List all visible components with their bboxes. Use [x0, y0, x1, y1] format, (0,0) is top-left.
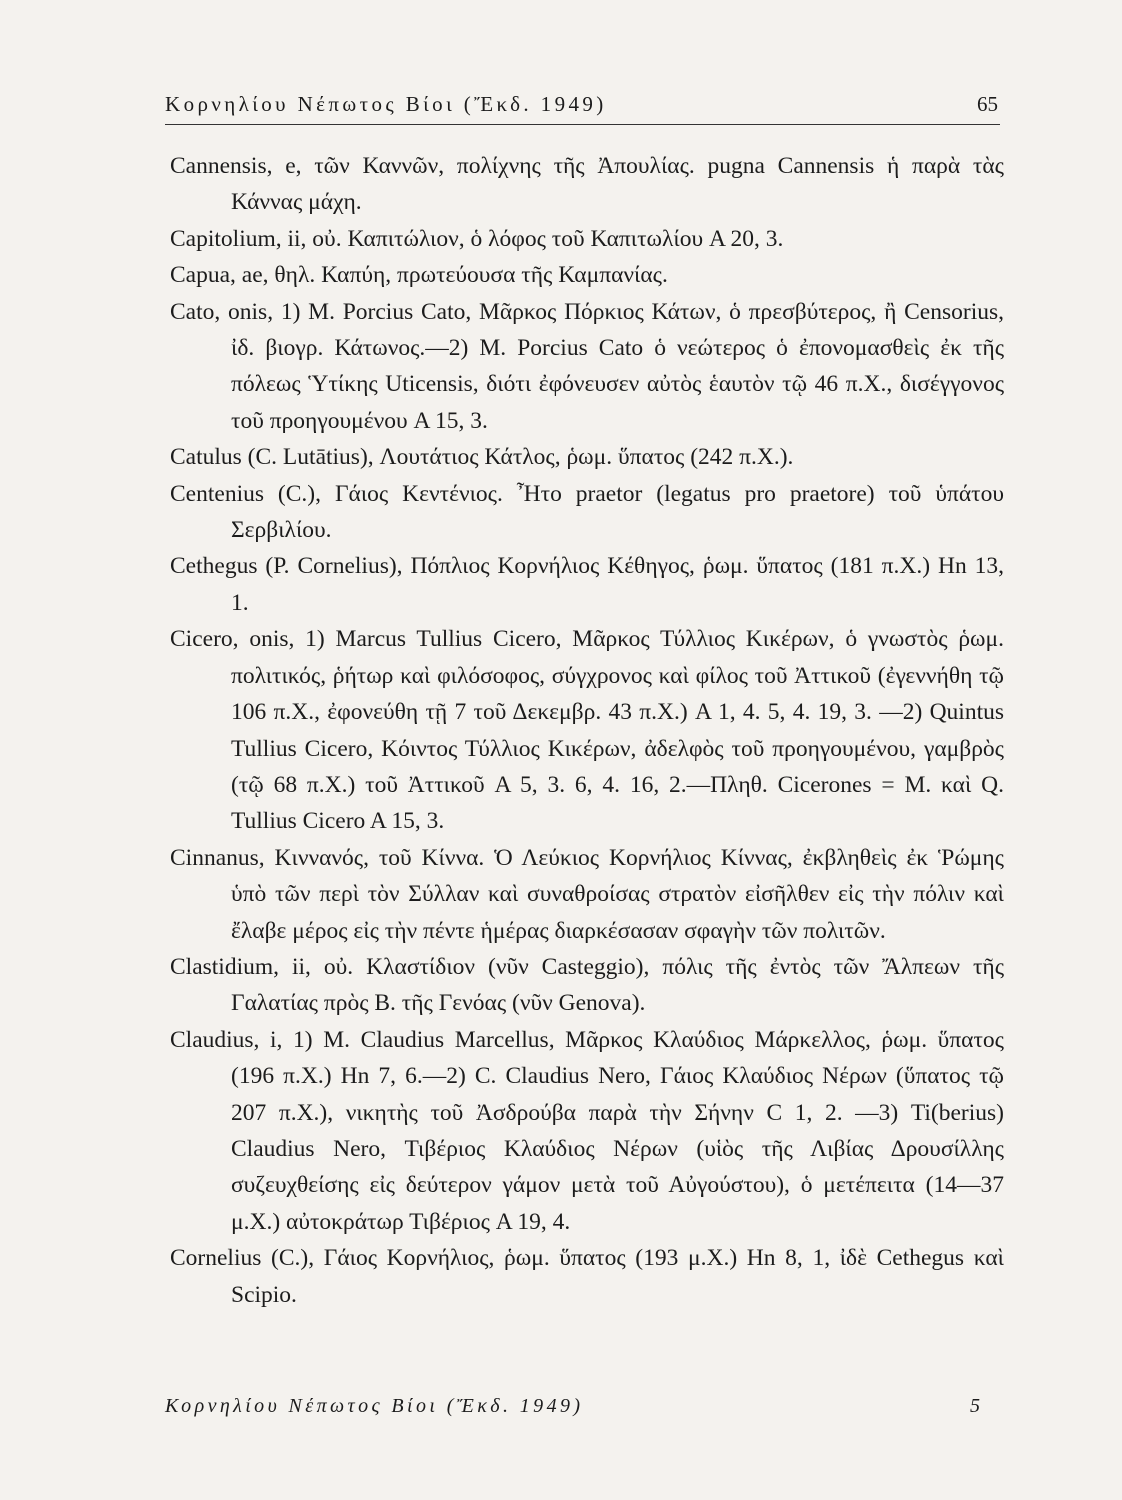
header-title: Κορνηλίου Νέπωτος Βίοι (Ἔκδ. 1949): [165, 92, 607, 116]
footer-title: Κορνηλίου Νέπωτος Βίοι (Ἔκδ. 1949): [165, 1395, 584, 1417]
glossary-entry-cinnanus: Cinnanus, Κιννανός, τοῦ Κίννα. Ὁ Λεύκιος Κορνήλιος Κίννας, ἐκβληθεὶς ἐκ Ῥώμης ὑπὸ τῶν περὶ τὸν Σύλλαν καὶ συναθροίσας στρατὸν εἰσῆλθεν εἰς τὴν πόλιν καὶ ἔλαβε μέρος εἰς τὴν πέντε ἡμέρας διαρκέσασαν σφαγὴν τῶν πολιτῶν.: [170, 844, 1004, 944]
glossary-entry-claudius: Claudius, i, 1) M. Claudius Marcellus, Μᾶρκος Κλαύδιος Μάρκελλος, ῥωμ. ὕπατος (196 π.Χ.) Hn 7, 6.—2) C. Claudius Nero, Γάιος Κλαύδιος Νέρων (ὕπατος τῷ 207 π.Χ.), νικητὴς τοῦ Ἀσδρούβα παρὰ τὴν Σήνην C 1, 2. —3) Ti(berius) Claudius Nero, Τιβέριος Κλαύδιος Νέρων (υἱὸς τῆς Λιβίας Δρουσίλλης συζευχθείσης εἰς δεύτερον γάμον μετὰ τοῦ Αὐγούστου), ὁ μετέπειτα (14—37 μ.Χ.) αὐτοκράτωρ Τιβέριος A 19, 4.: [170, 1026, 1004, 1235]
glossary-entries: [170, 148, 1004, 1372]
glossary-entry-catulus: Catulus (C. Lutātius), Λουτάτιος Κάτλος, ῥωμ. ὕπατος (242 π.Χ.).: [170, 444, 794, 471]
signature-number: 5: [970, 1395, 980, 1417]
glossary-entry-cornelius: Cornelius (C.), Γάιος Κορνήλιος, ῥωμ. ὕπατος (193 μ.Χ.) Hn 8, 1, ἰδὲ Cethegus καὶ Scipio.: [170, 1245, 1004, 1308]
glossary-entry-capua: Capua, ae, θηλ. Καπύη, πρωτεύουσα τῆς Καμπανίας.: [170, 262, 668, 289]
running-footer: [165, 1395, 980, 1425]
glossary-entry-clastidium: Clastidium, ii, οὐ. Κλαστίδιον (νῦν Casteggio), πόλις τῆς ἐντὸς τῶν Ἄλπεων τῆς Γαλατίας πρὸς Β. τῆς Γενόας (νῦν Genova).: [170, 953, 1004, 1017]
glossary-entry-centenius: Centenius (C.), Γάιος Κεντένιος. Ἦτο praetor (legatus pro praetore) τοῦ ὑπάτου Σερβιλίου.: [170, 480, 1004, 544]
glossary-entry-capitolium: Capitolium, ii, οὐ. Καπιτώλιον, ὁ λόφος τοῦ Καπιτωλίου A 20, 3.: [170, 225, 784, 252]
glossary-entry-cethegus: Cethegus (P. Cornelius), Πόπλιος Κορνήλιος Κέθηγος, ῥωμ. ὕπατος (181 π.Χ.) Hn 13, 1.: [170, 553, 1004, 616]
glossary-entry-cicero: Cicero, onis, 1) Marcus Tullius Cicero, Μᾶρκος Τύλλιος Κικέρων, ὁ γνωστὸς ῥωμ. πολιτικός, ῥήτωρ καὶ φιλόσοφος, σύγχρονος καὶ φίλος τοῦ Ἀττικοῦ (ἐγεννήθη τῷ 106 π.Χ., ἐφονεύθη τῇ 7 τοῦ Δεκεμβρ. 43 π.Χ.) A 1, 4. 5, 4. 19, 3. —2) Quintus Tullius Cicero, Κόιντος Τύλλιος Κικέρων, ἀδελφὸς τοῦ προηγουμένου, γαμβρὸς (τῷ 68 π.Χ.) τοῦ Ἀττικοῦ A 5, 3. 6, 4. 16, 2.—Πληθ. Cicerones = M. καὶ Q. Tullius Cicero A 15, 3.: [170, 626, 1004, 835]
running-header: [165, 90, 1000, 125]
glossary-entry-cannensis: Cannensis, e, τῶν Καννῶν, πολίχνης τῆς Ἀπουλίας. pugna Cannensis ἡ παρὰ τὰς Κάννας μάχη.: [170, 153, 1004, 216]
page-number: 65: [977, 92, 998, 116]
glossary-entry-cato: Cato, onis, 1) M. Porcius Cato, Μᾶρκος Πόρκιος Κάτων, ὁ πρεσβύτερος, ἢ Censorius, ἰδ. βιογρ. Κάτωνος.—2) M. Porcius Cato ὁ νεώτερος ὁ ἐπονομασθεὶς ἐκ τῆς πόλεως Ὑτίκης Uticensis, διότι ἐφόνευσεν αὐτὸς ἑαυτὸν τῷ 46 π.Χ., δισέγγονος τοῦ προηγουμένου A 15, 3.: [170, 298, 1004, 434]
